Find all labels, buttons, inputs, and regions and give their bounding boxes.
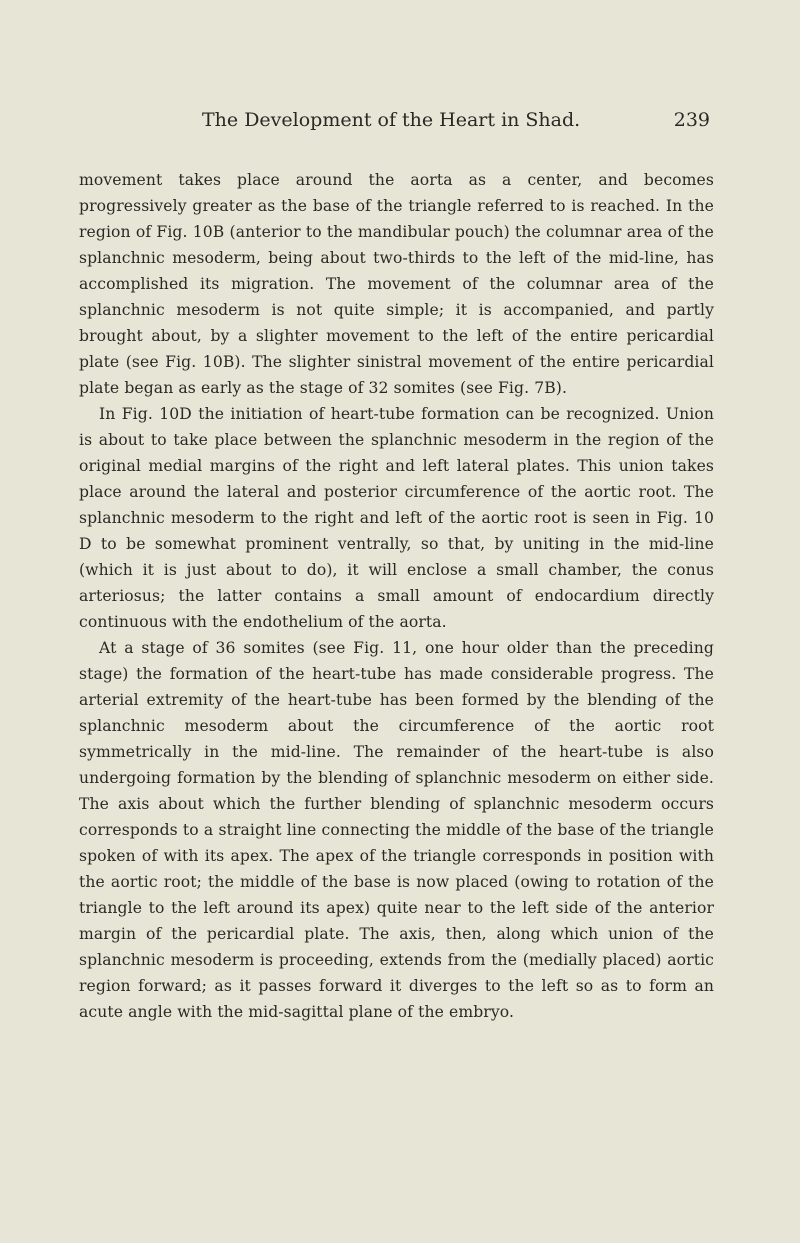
- page-number: 239: [673, 109, 710, 131]
- body-text: [79, 167, 714, 1025]
- running-head: [120, 106, 710, 134]
- running-title: The Development of the Heart in Shad.: [202, 109, 581, 131]
- paragraph-continued: movement takes place around the aorta as a center, and becomes progressively greater as the base of the triangle referred to is reached. In the region of Fig. 10B (anterior to the mandibular pouch) the columnar area of the splanchnic mesoderm, being about two-thirds to the left of the mid-line, has accomplished its migration. The movement of the columnar area of the splanchnic mesoderm is not quite simple; it is accompanied, and partly brought about, by a slighter movement to the left of the entire pericardial plate (see Fig. 10B). The slighter sinistral movement of the entire pericardial plate began as early as the stage of 32 somites (see Fig. 7B).: [79, 171, 714, 397]
- paragraph-36-somites: At a stage of 36 somites (see Fig. 11, one hour older than the preceding stage) the formation of the heart-tube has made considerable progress. The arterial extremity of the heart-tube has been formed by the blending of the splanchnic mesoderm about the circumference of the aortic root symmetrically in the mid-line. The remainder of the heart-tube is also undergoing formation by the blending of splanchnic mesoderm on either side. The axis about which the further blending of splanchnic mesoderm occurs corresponds to a straight line connecting the middle of the base of the triangle spoken of with its apex. The apex of the triangle corresponds in position with the aortic root; the middle of the base is now placed (owing to rotation of the triangle to the left around its apex) quite near to the left side of the anterior margin of the pericardial plate. The axis, then, along which union of the splanchnic mesoderm is proceeding, extends from the (medially placed) aortic region forward; as it passes forward it diverges to the left so as to form an acute angle with the mid-sagittal plane of the embryo.: [79, 639, 714, 1021]
- paragraph-heart-tube-initiation: In Fig. 10D the initiation of heart-tube formation can be recognized. Union is about to take place between the splanchnic mesoderm in the region of the original medial margins of the right and left lateral plates. This union takes place around the lateral and posterior circumference of the aortic root. The splanchnic mesoderm to the right and left of the aortic root is seen in Fig. 10 D to be somewhat prominent ventrally, so that, by uniting in the mid-line (which it is just about to do), it will enclose a small chamber, the conus arteriosus; the latter contains a small amount of endocardium directly continuous with the endothelium of the aorta.: [79, 405, 714, 631]
